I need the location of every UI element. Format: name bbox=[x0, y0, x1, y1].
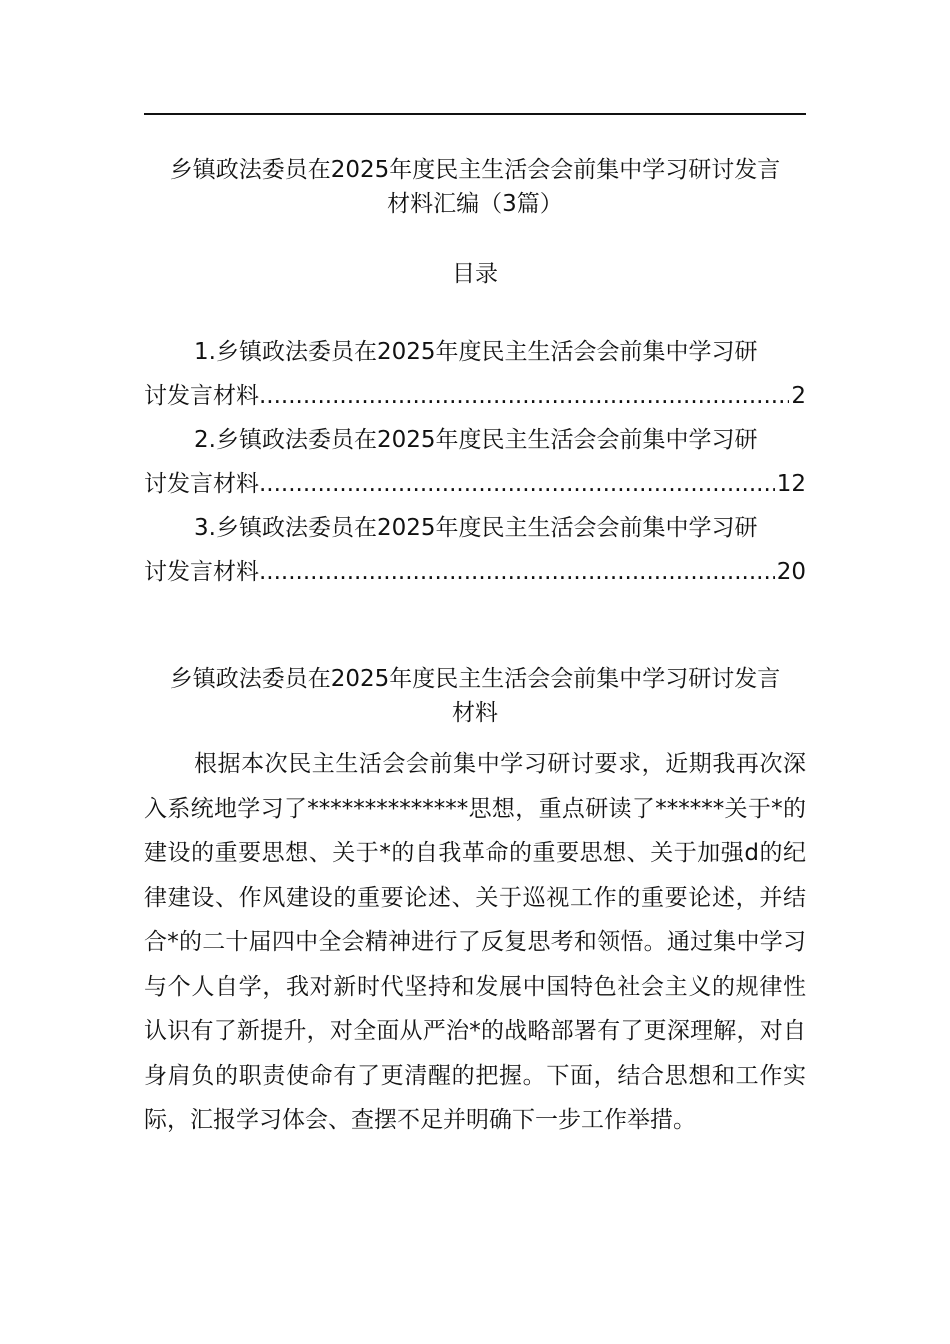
toc-page-number: 20 bbox=[776, 559, 806, 585]
toc-entry-title: 3.乡镇政法委员在2025年度民主生活会会前集中学习研 bbox=[194, 515, 758, 541]
toc-dot-leader bbox=[259, 462, 775, 506]
toc-dot-leader bbox=[259, 550, 775, 594]
toc-entry[interactable] bbox=[144, 330, 806, 418]
toc-page-number: 12 bbox=[776, 471, 806, 497]
document-title bbox=[144, 153, 806, 221]
section-title-line2: 材料 bbox=[452, 700, 498, 726]
toc-dot-leader bbox=[259, 374, 789, 418]
toc-heading: 目录 bbox=[452, 261, 498, 287]
document-title-line2: 材料汇编（3篇） bbox=[387, 191, 563, 217]
section-title-line1: 乡镇政法委员在2025年度民主生活会会前集中学习研讨发言 bbox=[169, 666, 781, 692]
toc-entry-line2 bbox=[144, 374, 806, 418]
toc-entry-title-cont: 讨发言材料 bbox=[144, 559, 259, 585]
header-rule bbox=[144, 113, 806, 115]
toc-entry[interactable] bbox=[144, 506, 806, 594]
toc-entry-title: 2.乡镇政法委员在2025年度民主生活会会前集中学习研 bbox=[194, 427, 758, 453]
toc-entry[interactable] bbox=[144, 418, 806, 506]
toc-entry-line2 bbox=[144, 550, 806, 594]
body-paragraph: 根据本次民主生活会会前集中学习研讨要求，近期我再次深入系统地学习了**************思想，重点研读了******关于*的建设的重要思想、关于*的自我革命的重要思想、关于加强d的纪律建设、作风建设的重要论述、关于巡视工作的重要论述，并结合*的二十届四中全会精神进行了反复思考和领悟。通过集中学习与个人自学，我对新时代坚持和发展中国特色社会主义的规律性认识有了新提升，对全面从严治*的战略部署有了更深理解，对自身肩负的职责使命有了更清醒的把握。下面，结合思想和工作实际，汇报学习体会、查摆不足并明确下一步工作举措。 bbox=[144, 751, 806, 1133]
table-of-contents bbox=[144, 330, 806, 594]
toc-entry-title: 1.乡镇政法委员在2025年度民主生活会会前集中学习研 bbox=[194, 339, 758, 365]
toc-entry-line2 bbox=[144, 462, 806, 506]
toc-entry-title-cont: 讨发言材料 bbox=[144, 383, 259, 409]
document-title-line1: 乡镇政法委员在2025年度民主生活会会前集中学习研讨发言 bbox=[169, 157, 781, 183]
toc-page-number: 2 bbox=[791, 383, 806, 409]
section-title bbox=[144, 662, 806, 730]
toc-entry-title-cont: 讨发言材料 bbox=[144, 471, 259, 497]
